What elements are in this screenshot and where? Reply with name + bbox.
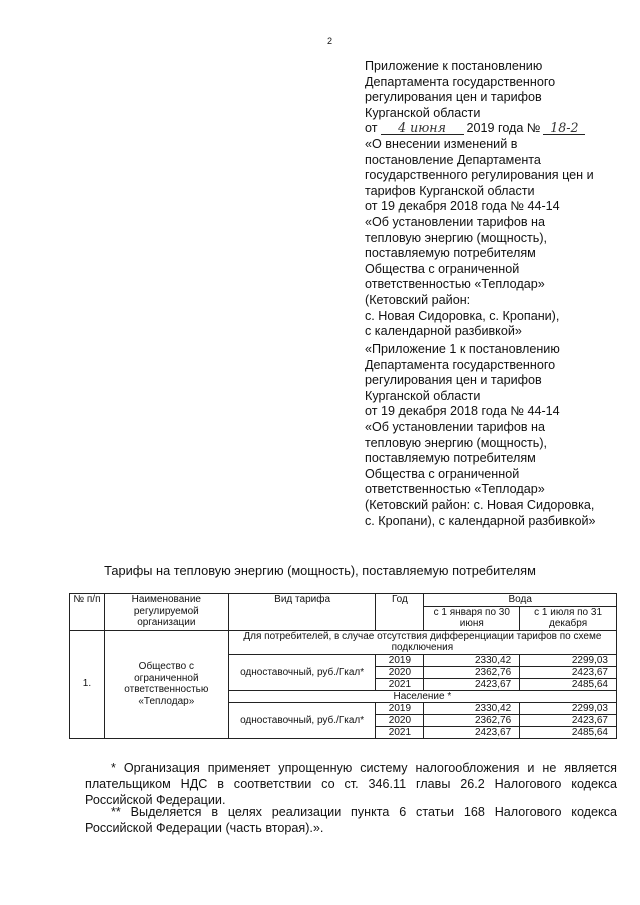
annex-line: ответственностью «Теплодар» xyxy=(365,277,545,292)
value-cell: 2299,03 xyxy=(520,702,617,714)
annex-line: Общества с ограниченной xyxy=(365,466,520,481)
footnote-1 xyxy=(85,760,617,808)
annex-line: поставляемую потребителям xyxy=(365,246,536,261)
date-year: 2019 года № xyxy=(466,121,541,136)
tariff-type: одноставочный, руб./Гкал* xyxy=(228,702,376,738)
annex-line: от 19 декабря 2018 года № 44-14 xyxy=(365,199,560,214)
row-number: 1. xyxy=(70,630,105,738)
annex-line: с. Новая Сидоровка, с. Кропани), xyxy=(365,308,560,323)
handwritten-date: 4 июня xyxy=(381,121,464,135)
annex-line: «О внесении изменений в xyxy=(365,136,518,151)
value-cell: 2423,67 xyxy=(424,678,520,690)
annex-line: от 19 декабря 2018 года № 44-14 xyxy=(365,404,560,419)
value-cell: 2423,67 xyxy=(520,714,617,726)
annex-quoted-header xyxy=(365,342,627,529)
annex-line: регулирования цен и тарифов xyxy=(365,373,542,388)
header-organization: Наименование регулируемой организации xyxy=(104,594,228,631)
annex-line: государственного регулирования цен и xyxy=(365,168,594,183)
header-year: Год xyxy=(376,594,424,631)
page-number: 2 xyxy=(327,36,333,46)
annex-date-line xyxy=(365,121,627,137)
header-period-2: с 1 июля по 31 декабря xyxy=(520,606,617,630)
annex-line: Общества с ограниченной xyxy=(365,261,520,276)
annex-line: «Приложение 1 к постановлению xyxy=(365,342,560,356)
annex-line: Курганской области xyxy=(365,105,481,120)
annex-header xyxy=(365,59,627,340)
annex-line: (Кетовский район: с. Новая Сидоровка, xyxy=(365,497,595,512)
annex-line: ответственностью «Теплодар» xyxy=(365,482,545,497)
table-title: Тарифы на тепловую энергию (мощность), поставляемую потребителям xyxy=(104,563,536,578)
value-cell: 2362,76 xyxy=(424,714,520,726)
year-cell: 2019 xyxy=(376,654,424,666)
value-cell: 2423,67 xyxy=(424,726,520,738)
footnote-2 xyxy=(85,804,617,836)
year-cell: 2020 xyxy=(376,714,424,726)
date-prefix: от xyxy=(365,121,378,136)
annex-line: Департамента государственного xyxy=(365,74,556,89)
handwritten-number: 18-2 xyxy=(543,121,585,135)
value-cell: 2423,67 xyxy=(520,666,617,678)
value-cell: 2362,76 xyxy=(424,666,520,678)
group-label: Население * xyxy=(228,690,616,702)
year-cell: 2020 xyxy=(376,666,424,678)
annex-line: Приложение к постановлению xyxy=(365,59,543,73)
annex-line: постановление Департамента xyxy=(365,152,541,167)
value-cell: 2485,64 xyxy=(520,726,617,738)
header-tariff-type: Вид тарифа xyxy=(228,594,376,631)
group-label: Для потребителей, в случае отсутствия дифференциации тарифов по схеме подключения xyxy=(228,630,616,654)
year-cell: 2021 xyxy=(376,726,424,738)
annex-line: тепловую энергию (мощность), xyxy=(365,435,548,450)
annex-line: с календарной разбивкой» xyxy=(365,324,522,339)
annex-line: с. Кропани), с календарной разбивкой» xyxy=(365,513,596,528)
value-cell: 2330,42 xyxy=(424,654,520,666)
annex-line: тепловую энергию (мощность), xyxy=(365,230,548,245)
footnote-text: ** Выделяется в целях реализации пункта 6 статьи 168 Налогового кодекса Российской Федерации (часть вторая).». xyxy=(85,805,617,835)
annex-line: (Кетовский район: xyxy=(365,292,471,307)
tariff-type: одноставочный, руб./Гкал* xyxy=(228,654,376,690)
tariff-table xyxy=(69,593,617,739)
annex-line: поставляемую потребителям xyxy=(365,451,536,466)
organization-name: Общество с ограниченной ответственностью «Теплодар» xyxy=(104,630,228,738)
value-cell: 2330,42 xyxy=(424,702,520,714)
header-water: Вода xyxy=(424,594,617,607)
annex-line: «Об установлении тарифов на xyxy=(365,214,546,229)
footnote-text: * Организация применяет упрощенную систему налогообложения и не является плательщиком НДС в соответствии со ст. 346.11 главы 26.2 Налогового кодекса Российской Федерации. xyxy=(85,761,617,807)
annex-line: Департамента государственного xyxy=(365,357,556,372)
annex-line: регулирования цен и тарифов xyxy=(365,90,542,105)
annex-line: Курганской области xyxy=(365,388,481,403)
value-cell: 2485,64 xyxy=(520,678,617,690)
value-cell: 2299,03 xyxy=(520,654,617,666)
header-period-1: с 1 января по 30 июня xyxy=(424,606,520,630)
year-cell: 2019 xyxy=(376,702,424,714)
annex-line: тарифов Курганской области xyxy=(365,183,535,198)
annex-line: «Об установлении тарифов на xyxy=(365,419,546,434)
header-num: № п/п xyxy=(70,594,105,631)
year-cell: 2021 xyxy=(376,678,424,690)
